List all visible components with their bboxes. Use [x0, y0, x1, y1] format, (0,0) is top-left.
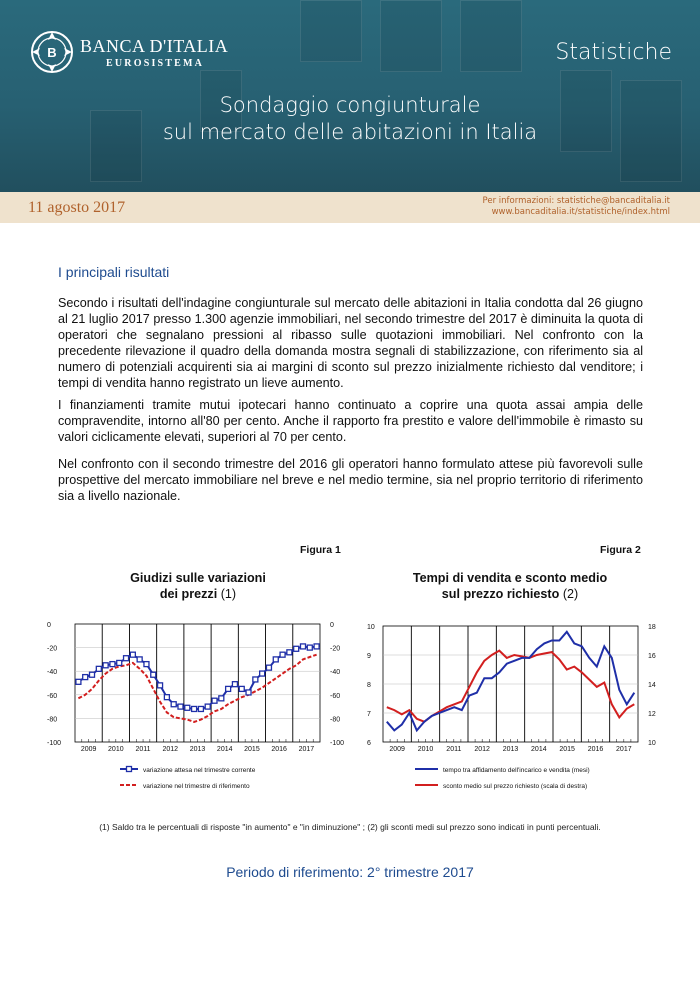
y-tick-label-right: -80 [330, 716, 341, 724]
x-tick-label: 2016 [271, 746, 287, 753]
x-tick-label: 2009 [80, 746, 97, 753]
y-tick-label-left: 7 [367, 711, 371, 718]
series-marker [76, 679, 81, 684]
y-tick-label-left: 9 [367, 653, 371, 660]
bank-logo-icon [30, 30, 74, 74]
x-tick-label: 2013 [189, 746, 206, 753]
svg-text:B: B [47, 45, 57, 60]
series-marker [83, 675, 88, 680]
publication-date: 11 agosto 2017 [28, 199, 126, 216]
series-marker [103, 663, 108, 668]
y-tick-label-left: -100 [47, 740, 62, 747]
series-marker [192, 706, 197, 711]
y-tick-label-left: 8 [367, 682, 371, 689]
banner-decor [300, 0, 362, 62]
legend-label-expected: variazione attesa nel trimestre corrente [143, 767, 256, 774]
series-sale-time [387, 632, 635, 731]
figure-1-note-ref: (1) [220, 587, 237, 601]
series-marker [144, 662, 149, 667]
y-tick-label-right: -100 [330, 740, 345, 747]
series-marker [246, 690, 251, 695]
paragraph-3: Nel confronto con il secondo trimestre del 2016 gli operatori hanno formulato attese più favorevoli sulle prospettive del mercato immobiliare nel breve e nel medio termine, sia nel proprio territorio di riferimento sia a livello nazionale. [58, 457, 643, 503]
section-heading: I principali risultati [58, 264, 170, 280]
y-tick-label-left: -20 [47, 645, 58, 653]
series-marker [300, 644, 305, 649]
y-tick-label-left: 6 [367, 740, 371, 747]
figure-2-label: Figura 2 [600, 544, 641, 556]
figure-1-title [88, 570, 308, 602]
x-tick-label: 2010 [108, 746, 124, 753]
paragraph-1: Secondo i risultati dell'indagine congiunturale sul mercato delle abitazioni in Italia condotta dal 26 giugno al 21 luglio 2017 presso 1.300 agenzie immobiliari, nel secondo trimestre del 2017 è diminuita la quota di operatori che segnalano pressioni al ribasso sulle quotazioni immobiliari. Nel confronto con la precedente rilevazione il quadro della domanda mostra segnali di stabilizzazione, con riferimento sia al numero di potenziali acquirenti sia ai margini di sconto sul prezzo inizialmente richiesto dal venditore; i tempi di vendita hanno registrato un lieve aumento. [58, 296, 643, 390]
plot-frame [75, 624, 320, 742]
series-marker [226, 686, 231, 691]
x-tick-label: 2017 [298, 746, 315, 753]
section-label: Statistiche [555, 40, 672, 65]
banner-decor [460, 0, 522, 72]
series-marker [266, 665, 271, 670]
series-marker [205, 704, 210, 709]
series-marker [253, 677, 258, 682]
figure-1-title-line2: dei prezzi [159, 587, 218, 601]
y-tick-label-right: -40 [330, 669, 341, 677]
series-marker [212, 698, 217, 703]
y-tick-label-left: 10 [367, 624, 375, 631]
title-line-1: Sondaggio congiunturale [219, 93, 481, 117]
legend-label-sale-time: tempo tra affidamento dell'incarico e vendita (mesi) [443, 767, 590, 774]
series-marker [314, 644, 319, 649]
y-tick-label-right: 12 [648, 711, 656, 718]
brand-name: BANCA D'ITALIA [80, 36, 229, 56]
paragraph-2: I finanziamenti tramite mutui ipotecari hanno continuato a coprire una quota assai ampia delle compravendite, intorno all'80 per cento. Anche il rapporto fra prestito e valore dell'immobile è rimasto su valori ciclicamente elevati, superiori al 70 per cento. [58, 398, 643, 444]
contact-email[interactable]: Per informazioni: statistiche@bancaditalia.it [482, 196, 670, 206]
x-tick-label: 2011 [446, 746, 462, 753]
figure-2-chart [355, 612, 675, 792]
figure-1-title-line1: Giudizi sulle variazioni [130, 571, 266, 585]
y-tick-label-right: 14 [648, 682, 656, 689]
x-tick-label: 2013 [502, 746, 519, 753]
legend-marker [127, 767, 132, 772]
figure-1-chart [20, 612, 360, 792]
y-tick-label-left: -60 [47, 692, 58, 700]
x-tick-label: 2015 [559, 746, 575, 753]
header-banner [0, 0, 700, 192]
series-marker [117, 660, 122, 665]
series-marker [232, 682, 237, 687]
x-tick-label: 2014 [531, 746, 547, 753]
series-marker [273, 657, 278, 662]
contact-url[interactable]: www.bancaditalia.it/statistiche/index.html [491, 207, 670, 217]
y-tick-label-right: 18 [648, 624, 656, 631]
x-tick-label: 2017 [616, 746, 632, 753]
x-tick-label: 2015 [244, 746, 260, 753]
contact-info [483, 196, 670, 218]
series-marker [158, 683, 163, 688]
y-tick-label-left: -80 [47, 716, 58, 724]
series-marker [90, 672, 95, 677]
date-band [0, 192, 700, 223]
figure-2-title [380, 570, 640, 602]
figure-2-title-line1: Tempi di vendita e sconto medio [412, 571, 608, 585]
series-marker [164, 695, 169, 700]
x-tick-label: 2010 [417, 746, 434, 753]
x-tick-label: 2012 [162, 746, 179, 753]
y-tick-label-left: -40 [47, 669, 58, 677]
series-marker [96, 666, 101, 671]
x-tick-label: 2012 [474, 746, 490, 753]
reference-period: Periodo di riferimento: 2° trimestre 2017 [226, 864, 474, 880]
series-marker [280, 652, 285, 657]
series-marker [185, 705, 190, 710]
series-marker [287, 650, 292, 655]
x-tick-label: 2014 [216, 746, 233, 753]
banner-decor [380, 0, 442, 72]
series-marker [239, 686, 244, 691]
series-marker [171, 702, 176, 707]
y-tick-label-right: -20 [330, 645, 341, 653]
x-tick-label: 2016 [587, 746, 604, 753]
series-marker [260, 671, 265, 676]
series-marker [137, 657, 142, 662]
y-tick-label-right: -60 [330, 692, 341, 700]
series-marker [198, 706, 203, 711]
x-tick-label: 2011 [135, 746, 151, 753]
series-marker [151, 672, 156, 677]
series-marker [124, 656, 129, 661]
y-tick-label-right: 10 [648, 740, 656, 747]
series-marker [178, 704, 183, 709]
y-tick-label-right: 0 [330, 622, 334, 629]
legend-label-reference: variazione nel trimestre di riferimento [143, 783, 250, 790]
brand-subtitle: EUROSISTEMA [106, 58, 205, 69]
series-marker [110, 662, 115, 667]
y-tick-label-right: 16 [648, 653, 656, 660]
title-line-2: sul mercato delle abitazioni in Italia [162, 120, 538, 144]
footnote: (1) Saldo tra le percentuali di risposte "in aumento" e "in diminuzione" ; (2) gli sconti medi sul prezzo sono indicati in punti percentuali. [99, 822, 601, 832]
series-marker [219, 696, 224, 701]
x-tick-label: 2009 [389, 746, 405, 753]
y-tick-label-left: 0 [47, 622, 51, 629]
figure-1-label: Figura 1 [300, 544, 341, 556]
figure-2-note-ref: (2) [562, 587, 579, 601]
series-marker [307, 645, 312, 650]
series-marker [294, 646, 299, 651]
legend-label-discount: sconto medio sul prezzo richiesto (scala di destra) [443, 783, 588, 790]
page-title [0, 92, 700, 146]
figure-2-title-line2: sul prezzo richiesto [441, 587, 560, 601]
series-marker [130, 652, 135, 657]
